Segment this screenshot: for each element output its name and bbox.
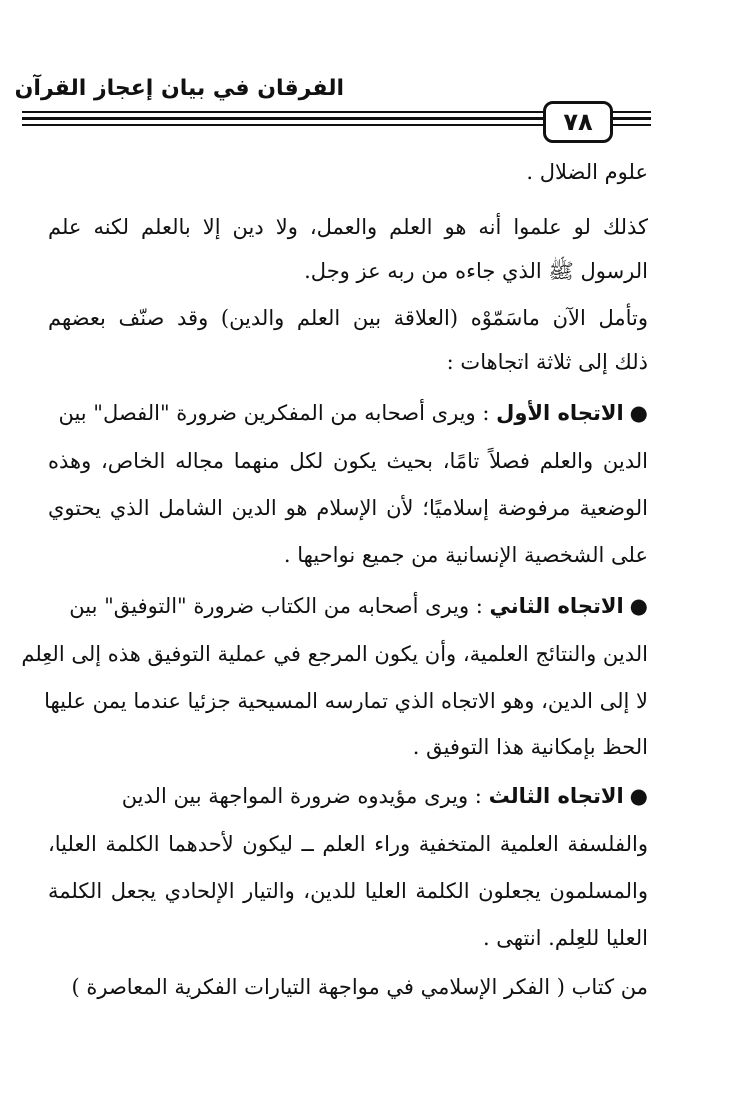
header-rule (22, 124, 543, 126)
section-heading: الاتجاه الثاني (489, 594, 624, 618)
text-line: الوضعية مرفوضة إسلاميًا؛ لأن الإسلام هو الدين الشامل الذي يحتوي (48, 496, 648, 520)
text-run: : ويرى أصحابه من المفكرين ضرورة "الفصل" بين (58, 401, 490, 425)
source-citation: من كتاب ( الفكر الإسلامي في مواجهة التيارات الفكرية المعاصرة ) (71, 975, 648, 999)
text-run: : ويرى أصحابه من الكتاب ضرورة "التوفيق" بين (69, 594, 483, 618)
text-line: ذلك إلى ثلاثة اتجاهات : (446, 350, 648, 374)
text-line: كذلك لو علموا أنه هو العلم والعمل، ولا دين إلا بالعلم لكنه علم (48, 215, 648, 239)
section-first-line (48, 398, 648, 428)
section-first-line (48, 781, 648, 811)
section-first-line (48, 591, 648, 621)
page-number: ٧٨ (563, 108, 593, 136)
header-rule (611, 111, 651, 113)
text-line: والفلسفة العلمية المتخفية وراء العلم ــ ليكون لأحدهما الكلمة العليا، (48, 832, 648, 856)
text-line: العليا للعِلم. انتهى . (482, 926, 648, 950)
section-heading: الاتجاه الثالث (488, 784, 624, 808)
header-rule (611, 124, 651, 126)
bullet-icon: ● (629, 784, 648, 808)
header-rule (22, 111, 543, 113)
text-line: علوم الضلال . (526, 160, 648, 184)
text-line: الدين والنتائج العلمية، وأن يكون المرجع في عملية التوفيق هذه إلى العِلم (21, 642, 648, 666)
page-number-box (543, 101, 613, 143)
text-line: لا إلى الدين، وهو الاتجاه الذي تمارسه المسيحية جزئيا عندما يمن عليها (44, 689, 648, 713)
bullet-icon: ● (629, 594, 648, 618)
text-run: : ويرى مؤيدوه ضرورة المواجهة بين الدين (121, 784, 482, 808)
text-line: الرسول ﷺ الذي جاءه من ربه عز وجل. (304, 259, 648, 283)
text-line: الحظ بإمكانية هذا التوفيق . (412, 735, 648, 759)
header-rule (611, 117, 651, 120)
text-line: على الشخصية الإنسانية من جميع نواحيها . (283, 543, 648, 567)
running-header-title: الفرقان في بيان إعجاز القرآن (14, 76, 344, 101)
header-rule (22, 117, 543, 120)
text-line: الدين والعلم فصلاً تامًا، بحيث يكون لكل منهما مجاله الخاص، وهذه (48, 449, 648, 473)
text-line: وتأمل الآن ماسَمّوْه (العلاقة بين العلم والدين) وقد صنّف بعضهم (48, 306, 648, 330)
section-heading: الاتجاه الأول (496, 401, 624, 425)
bullet-icon: ● (629, 401, 648, 425)
text-line: والمسلمون يجعلون الكلمة العليا للدين، والتيار الإلحادي يجعل الكلمة (48, 879, 648, 903)
